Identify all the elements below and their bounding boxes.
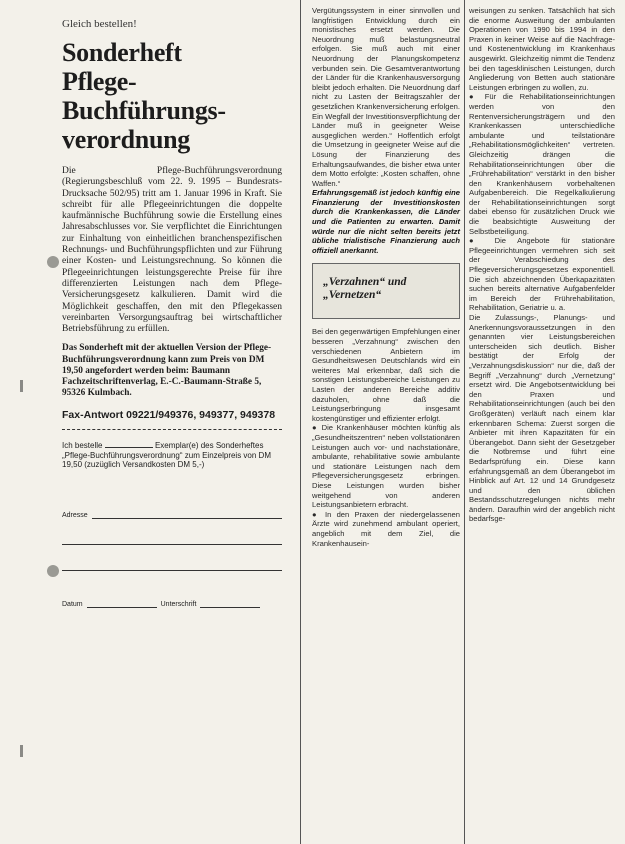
ad-offer: Das Sonderheft mit der aktuellen Version der Pflege-Buchführungsverordnung kann zum Preis von DM 19,50 angefordert werden beim: Baumann Fachzeitschriftenverlag, E.-C.-Baumann-Straße 5, 95326 Kulmbach.: [62, 343, 272, 399]
middle-bullet-2: ● In den Praxen der niedergelassenen Ärzte wird zunehmend ambulant operiert, angeblich mit dem Ziel, die Krankenhausein-: [312, 509, 460, 548]
section-heading: „Verzahnen“ und „Vernetzen“: [323, 276, 407, 302]
cut-line: [62, 429, 282, 430]
section-heading-box: [312, 263, 460, 319]
date-signature-row: [62, 599, 282, 608]
quantity-field[interactable]: [105, 440, 153, 448]
title-line-3: Buchführungs-: [62, 96, 226, 125]
right-bullet-2: ● Die Angebote für stationäre Pflegeeinrichtungen vermehren sich seit der Verabschiedung des Pflegeversicherungsgesetzes exponentiell. Die sich abzeichnenden Überkapazitäten suchen bereits alternative Aufgabenfelder im Bereich der Frührehabilitation, Rehabilitation, Geriatrie u. a.: [469, 236, 615, 313]
middle-paragraph-2: Bei den gegenwärtigen Empfehlungen einer besseren „Verzahnung“ zwischen den verschiedenen Anbietern im Gesundheitswesen Deutschlands wird ein weiteres Mal erkennbar, daß sich die sonstigen Leistungsbereiche Leistungen zu Lasten der anderen Bereiche additiv dazuholen, ohne daß die Leistungserbringung insgesamt kostengünstiger und effizienter erfolgt.: [312, 327, 460, 423]
ad-description: Die Pflege-Buchführungsverordnung (Regierungsbeschluß vom 22. 9. 1995 – Bundesrats-Drucksache 502/95) tritt am 1. Januar 1996 in Kraft. Sie schreibt für alle Pflegeeinrichtungen die doppelte kaufmännische Buchführung sowie die Erstellung eines Jahresabschlusses vor. Sie verpflichtet die Einrichtungen zur Einhaltung von einheitlichen branchenspezifischen Rechnungs- und Buchführungspflichten und zur Führung einer Kosten- und Leistungsrechnung. So können die Pflegeeinrichtungen leistungsgerechte Preise für ihre differenzierten Leistungen nach dem Pflege-Versicherungsgesetz kalkulieren. Damit wird die Möglichkeit geschaffen, den mit den Pflegekassen vereinbarten Versorgungsauftrag bei wirtschaftlicher Betriebsführung zu erfüllen.: [62, 166, 282, 335]
column-divider-left: [300, 0, 301, 844]
address-label: Adresse: [62, 511, 88, 519]
order-form-text: [62, 440, 282, 470]
fax-number: Fax-Antwort 09221/949376, 949377, 949378: [62, 409, 276, 422]
middle-bullet-1: ● Die Krankenhäuser möchten künftig als „Gesundheitszentren“ neben vollstationären Leistungen auch vor- und nachstationäre, ambulante, rehabilitative sowie ambulante und stationäre Leistungen nach dem Pflegeversicherungsgesetz erbringen. Diese Leistungen wurden bisher weitgehend von anderen Leistungsanbietern erbracht.: [312, 423, 460, 510]
kicker-text: Gleich bestellen!: [62, 18, 137, 30]
order-text-before: Ich bestelle: [62, 441, 103, 451]
order-ad-column: [62, 0, 282, 608]
column-divider-right: [464, 0, 465, 844]
punch-hole-lower: [47, 565, 59, 577]
address-field[interactable]: [92, 510, 282, 519]
right-paragraph-1: weisungen zu senken. Tatsächlich hat sich die enorme Ausweitung der ambulanten Operationen von 1990 bis 1994 in den Praxen in keiner Weise auf die Nachfrage- und Kostenentwicklung im Krankenhaus ausgewirkt. Gleichzeitig nimmt die Tendenz bei den tagesklinischen Leistungen, durch Angliederung von Betten auch stationäre Leistungen erbringen zu wollen, zu.: [469, 6, 615, 92]
signature-label: Unterschrift: [160, 600, 197, 608]
address-line-3[interactable]: [62, 569, 282, 571]
title-line-1: Sonderheft: [62, 38, 182, 67]
title-line-4: verordnung: [62, 125, 190, 154]
binder-clip-mark-1: [20, 380, 23, 392]
middle-emphasis-paragraph: Erfahrungsgemäß ist jedoch künftig eine Finanzierung der Investitionskosten durch die Krankenkassen, die Länder und die Patienten zu erwarten. Damit würde nur die nicht selten bereits jetzt übliche trialistische Finanzierung auch offiziell anerkannt.: [312, 188, 460, 255]
right-bullet-1: ● Für die Rehabilitationseinrichtungen werden von den Rentenversicherungsträgern und den Krankenkassen unterschiedliche ambulante und teilstationäre „Rehabilitationsmöglichkeiten“ vertreten. Gleichzeitig drängen die Rehabilitationseinrichtungen über die „Frührehabilitation“ verstärkt in den bisher den Krankenhäusern vorbehaltenen Aufgabenbereich. Die Regelkalkulierung der Rehabilitationseinrichtungen sorgt dabei ebenso für zusätzlichen Druck wie die beabsichtigte Ausweitung der Selbstbeteiligung.: [469, 92, 615, 236]
article-column-right: [469, 6, 615, 524]
order-text-after: Exemplar(e) des Sonderheftes „Pflege-Buchführungsverordnung“ zum Einzelpreis von DM 19,50 (zuzüglich Versandkosten DM 5,-): [62, 441, 271, 470]
right-paragraph-2: Die Zulassungs-, Planungs- und Anerkennungsvoraussetzungen in den genannten vier Leistungsbereichen unterscheiden sich deutlich. Bisher bestätigt der Erfolg der „Verzahnungsdiskussion“ nur die, daß der Begriff „Verzahnung“ durch „Vernetzung“ ersetzt wird. Die Angebotsentwicklung bei den Praxen und Rehabilitationseinrichtungen (auch bei den Großgeräten) verläuft nach einem klar erkennbaren Schema: Zuerst sorgen die Anbieter mit ihren Kapazitäten für ein Überangebot. Dann sieht der Gesetzgeber die Notbremse und führt eine Bedarfsprüfung ein. Diese kann erfahrungsgemäß an dem Überangebot im Hinblick auf Art. 12 und 14 Grundgesetz und den üblichen Bestandsschutzregelungen nichts mehr ändern. Daraufhin wird der angeblich nicht bedarfsge-: [469, 313, 615, 524]
date-field[interactable]: [87, 599, 157, 608]
title-line-2: Pflege-: [62, 67, 137, 96]
date-label: Datum: [62, 600, 83, 608]
signature-field[interactable]: [200, 599, 260, 608]
address-field-row[interactable]: [62, 510, 282, 519]
article-column-middle: [312, 6, 460, 548]
middle-paragraph-1: Vergütungssystem in einer sinnvollen und langfristigen Entwicklung durch ein monistisches ersetzt werden. Die Neuordnung muß belastungsneutral erfolgen. Sie muß auch mit einer Neuordnung der Planungskompetenz verbunden sein. Die Gesamtverantwortung der Länder für die Krankenhausversorgung bleibt jedoch erhalten. Die Neuordnung darf nicht zu Lasten der Beitragszahler der gesetzlichen Krankenversicherung erfolgen. Ein Wegfall der Investitionsverpflichtung der Länder muß in geeigneter Weise ausgeglichen werden.“ Hoffentlich erfolgt die Umsetzung in geeigneter Weise auf die Lösung der Finanzierung des Erhaltungsaufwandes, die bisher etwa unter dem Motto erfolgte: „Kosten schaffen, ohne Waffen.“: [312, 6, 460, 188]
address-line-2[interactable]: [62, 543, 282, 545]
binder-clip-mark-2: [20, 745, 23, 757]
ad-title: [62, 38, 282, 154]
punch-hole-upper: [47, 256, 59, 268]
